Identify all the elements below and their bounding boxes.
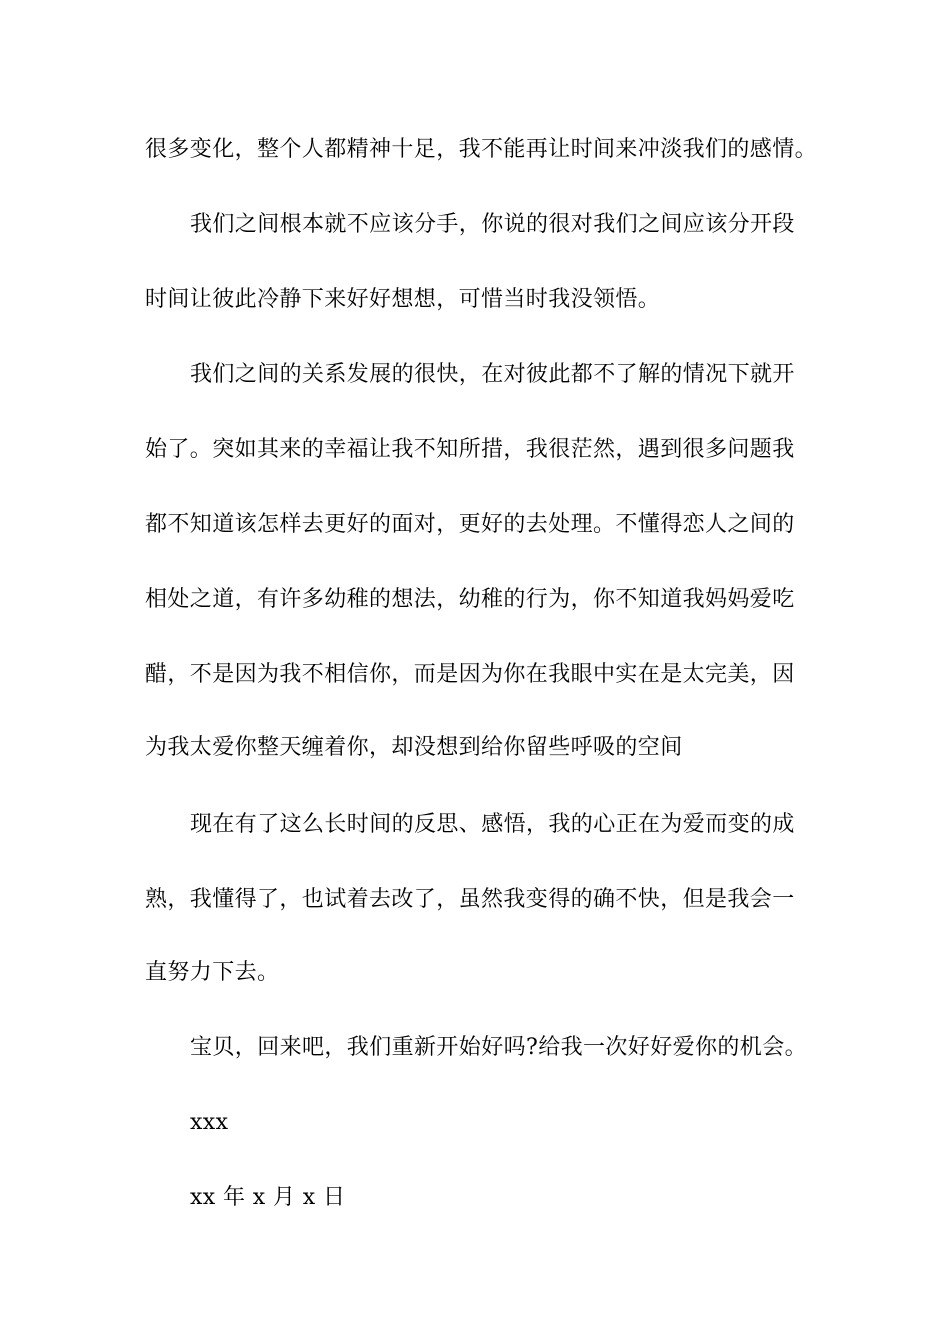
paragraph-2-line-5: 醋，不是因为我不相信你，而是因为你在我眼中实在是太完美，因 [145, 662, 795, 687]
paragraph-1-line-2: 时间让彼此冷静下来好好想想，可惜当时我没领悟。 [145, 287, 661, 312]
paragraph-2-line-2: 始了。突如其来的幸福让我不知所措，我很茫然，遇到很多问题我 [145, 437, 795, 462]
paragraph-3-line-3: 直努力下去。 [145, 960, 280, 985]
signature: xxx [190, 1110, 229, 1135]
paragraph-1-line-1: 我们之间根本就不应该分手，你说的很对我们之间应该分开段 [190, 212, 795, 237]
paragraph-3-line-2: 熟，我懂得了，也试着去改了，虽然我变得的确不快，但是我会一 [145, 887, 795, 912]
paragraph-2-line-1: 我们之间的关系发展的很快，在对彼此都不了解的情况下就开 [190, 362, 795, 387]
closing-line: 宝贝，回来吧，我们重新开始好吗?给我一次好好爱你的机会。 [190, 1035, 807, 1060]
date-line: xx 年 x 月 x 日 [190, 1185, 346, 1210]
text-line-1: 很多变化，整个人都精神十足，我不能再让时间来冲淡我们的感情。 [145, 137, 818, 162]
paragraph-2-line-3: 都不知道该怎样去更好的面对，更好的去处理。不懂得恋人之间的 [145, 512, 795, 537]
paragraph-3-line-1: 现在有了这么长时间的反思、感悟，我的心正在为爱而变的成 [190, 812, 795, 837]
paragraph-2-line-4: 相处之道，有许多幼稚的想法，幼稚的行为，你不知道我妈妈爱吃 [145, 587, 795, 612]
paragraph-2-line-6: 为我太爱你整天缠着你，却没想到给你留些呼吸的空间 [145, 735, 683, 760]
